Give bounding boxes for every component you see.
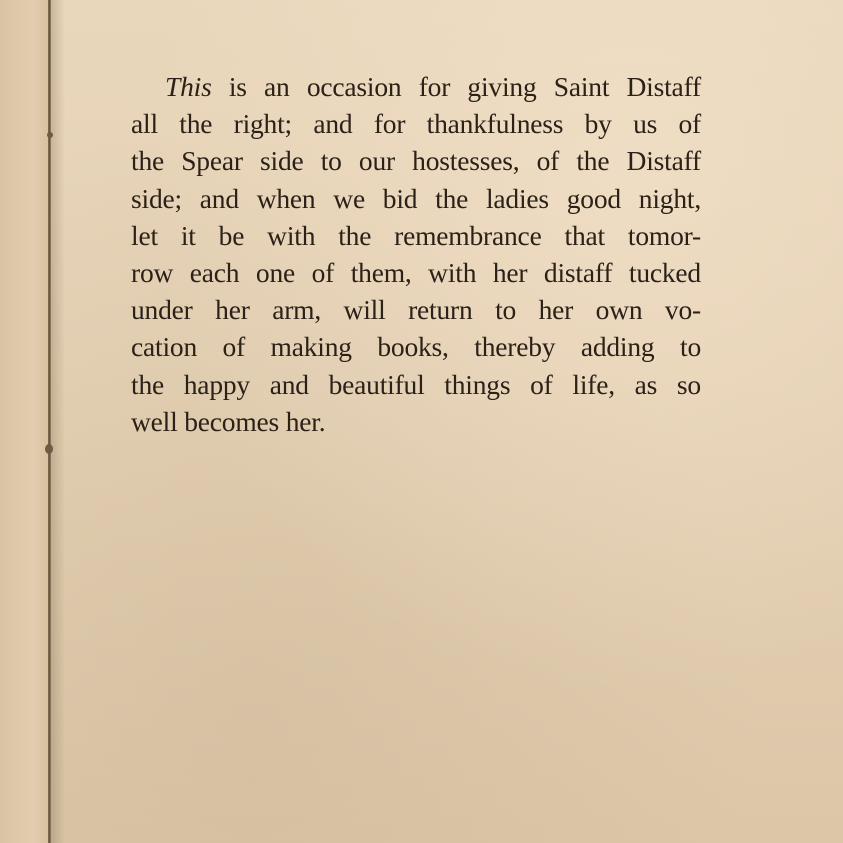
- gutter-shadow: [51, 0, 65, 843]
- text-line: well becomes her.: [131, 405, 326, 437]
- binding-stitch: [47, 132, 53, 138]
- lead-word: This: [165, 71, 212, 102]
- binding-stitch: [45, 444, 53, 454]
- text-line: cation of making books, thereby adding to: [131, 331, 701, 363]
- text-line-content: is an occasion for giving Saint Distaff: [211, 71, 701, 102]
- text-line: all the right; and for thankfulness by us of: [131, 108, 701, 140]
- text-line: under her arm, will return to her own vo-: [131, 294, 701, 326]
- text-line: the happy and beautiful things of life, as so: [131, 368, 701, 400]
- text-line: side; and when we bid the ladies good night,: [131, 182, 701, 214]
- body-paragraph: [131, 68, 701, 440]
- facing-page-edge: [0, 0, 48, 843]
- text-line: the Spear side to our hostesses, of the Distaff: [131, 145, 701, 177]
- text-line: let it be with the remembrance that tomor-: [131, 219, 701, 251]
- text-line: [131, 68, 701, 105]
- text-line: row each one of them, with her distaff tucked: [131, 257, 701, 289]
